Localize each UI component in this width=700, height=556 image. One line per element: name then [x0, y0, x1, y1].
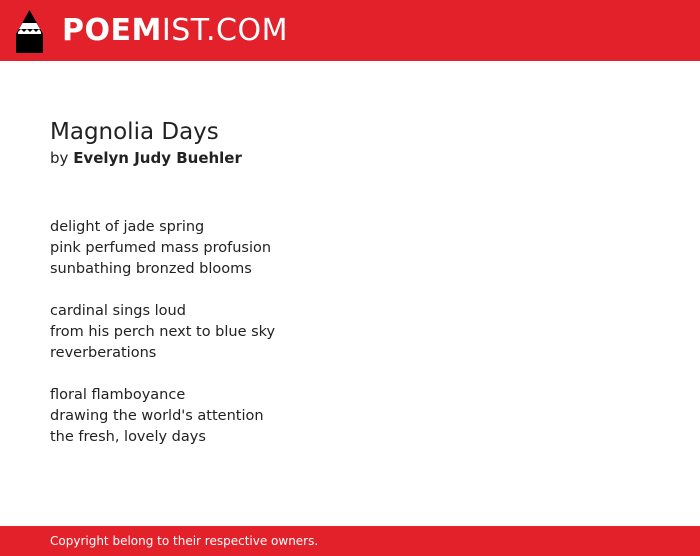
poem-content — [50, 116, 650, 469]
poem-body — [50, 217, 650, 448]
site-footer — [0, 526, 700, 556]
stanza — [50, 385, 650, 448]
author-link[interactable]: Evelyn Judy Buehler — [73, 149, 242, 167]
poem-title: Magnolia Days — [50, 119, 219, 145]
poem-line: pink perfumed mass profusion — [50, 240, 272, 256]
stanza — [50, 217, 650, 280]
brand-strong: POEM — [62, 13, 162, 48]
poem-line: reverberations — [50, 345, 157, 361]
copyright-text: Copyright belong to their respective owners. — [50, 534, 319, 548]
site-logo-link[interactable] — [16, 8, 288, 54]
poem-line: the fresh, lovely days — [50, 429, 206, 445]
by-label: by — [50, 149, 69, 167]
byline — [50, 148, 650, 168]
stanza — [50, 301, 650, 364]
poem-line: drawing the world's attention — [50, 408, 264, 424]
poem-line: floral flamboyance — [50, 387, 186, 403]
brand-light: IST.COM — [161, 13, 288, 48]
brand-name — [62, 13, 288, 48]
poem-line: delight of jade spring — [50, 219, 205, 235]
poem-line: from his perch next to blue sky — [50, 324, 276, 340]
pencil-icon — [16, 10, 43, 53]
poem-line: cardinal sings loud — [50, 303, 186, 319]
site-header — [0, 0, 700, 61]
poem-line: sunbathing bronzed blooms — [50, 261, 252, 277]
